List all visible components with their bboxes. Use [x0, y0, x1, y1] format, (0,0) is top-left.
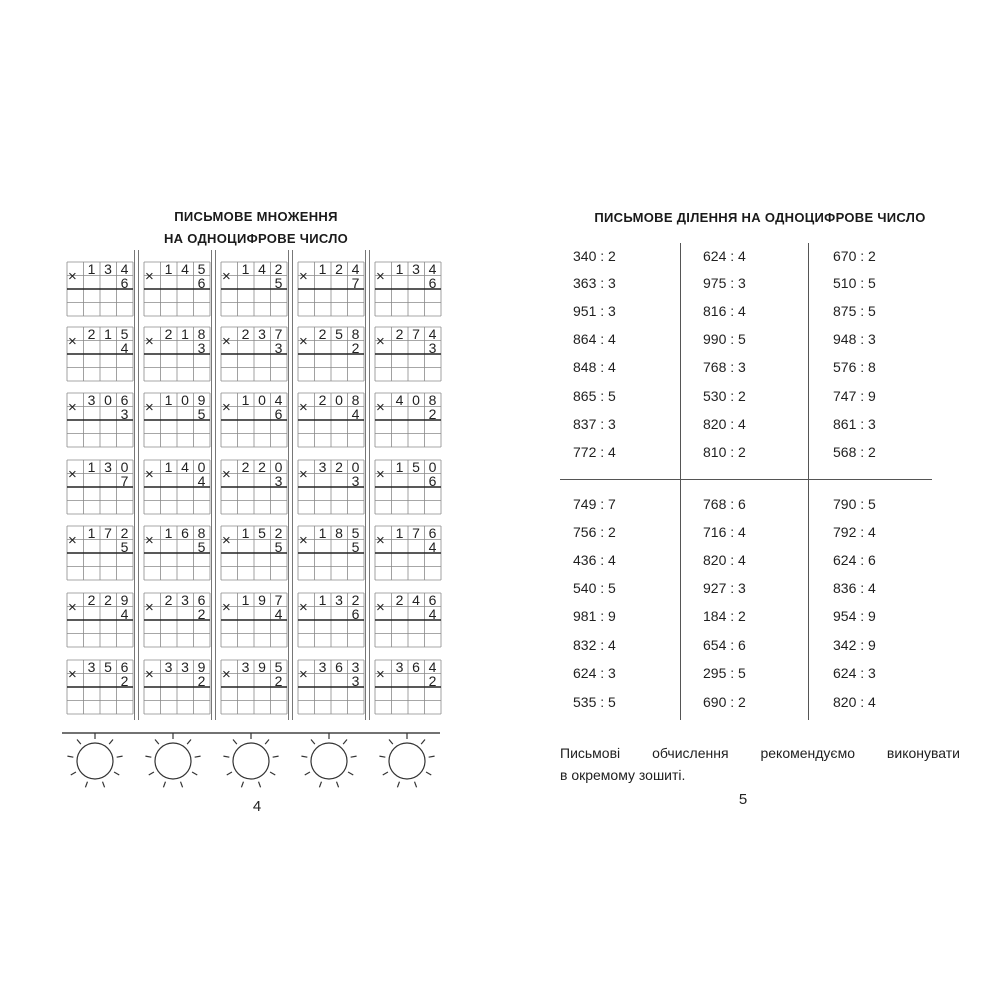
multiplication-problem: [144, 327, 216, 383]
multiplicand-digit: 6: [197, 592, 206, 608]
multiplicand-digit: 1: [164, 392, 173, 408]
division-problem: 654 : 6: [703, 637, 746, 653]
multiplier-digit: 3: [197, 339, 206, 356]
division-problem: 624 : 3: [573, 665, 616, 681]
times-symbol: ×: [299, 268, 308, 285]
multiplicand-digit: 2: [87, 326, 96, 342]
multiplier-digit: 6: [197, 274, 206, 291]
division-problem: 436 : 4: [573, 552, 616, 568]
multiplication-problem: [67, 526, 139, 582]
multiplicand-digit: 7: [274, 326, 283, 342]
division-problem: 864 : 4: [573, 331, 616, 347]
division-problem: 820 : 4: [833, 694, 876, 710]
times-symbol: ×: [299, 599, 308, 616]
multiplier-digit: 6: [428, 274, 437, 291]
multiplicand-digit: 6: [120, 392, 129, 408]
multiplicand-digit: 2: [274, 525, 283, 541]
multiplicand-digit: 1: [318, 525, 327, 541]
times-symbol: ×: [376, 268, 385, 285]
multiplicand-digit: 0: [120, 459, 129, 475]
multiplicand-digit: 3: [395, 659, 404, 675]
division-problem: 530 : 2: [703, 388, 746, 404]
division-problem: 747 : 9: [833, 388, 876, 404]
multiplication-problem: [221, 660, 293, 716]
multiplier-digit: 3: [120, 405, 129, 422]
multiplication-problem: [375, 460, 447, 516]
division-problem: 875 : 5: [833, 303, 876, 319]
multiplicand-digit: 9: [120, 592, 129, 608]
multiplier-digit: 4: [120, 339, 129, 356]
times-symbol: ×: [299, 532, 308, 549]
multiplication-problem: [67, 460, 139, 516]
multiplier-digit: 5: [274, 538, 283, 555]
sun-icon: [145, 733, 200, 787]
multiplication-problem: [221, 526, 293, 582]
times-symbol: ×: [376, 399, 385, 416]
multiplicand-digit: 6: [335, 659, 343, 675]
multiplication-problem: [144, 593, 216, 649]
multiplication-problem: [221, 393, 293, 449]
division-column-divider-2: [808, 243, 809, 720]
multiplicand-digit: 0: [335, 392, 343, 408]
times-symbol: ×: [222, 466, 231, 483]
multiplier-digit: 2: [428, 405, 437, 422]
division-problem: 790 : 5: [833, 496, 876, 512]
multiplication-problem: [221, 593, 293, 649]
division-problem: 820 : 4: [703, 416, 746, 432]
multiplicand-digit: 0: [104, 392, 112, 408]
multiplicand-digit: 2: [335, 261, 343, 277]
multiplier-digit: 4: [120, 605, 129, 622]
times-symbol: ×: [145, 532, 154, 549]
division-problem: 576 : 8: [833, 359, 876, 375]
multiplier-digit: 6: [351, 605, 360, 622]
multiplicand-digit: 1: [241, 261, 250, 277]
sun-icon: [301, 733, 356, 787]
left-page-title-line-1: ПИСЬМОВЕ МНОЖЕННЯ: [174, 209, 338, 224]
left-page-title-line-2: НА ОДНОЦИФРОВЕ ЧИСЛО: [163, 231, 349, 246]
multiplier-digit: 4: [274, 605, 283, 622]
multiplicand-digit: 2: [335, 459, 343, 475]
multiplicand-digit: 4: [120, 261, 129, 277]
right-page-title: ПИСЬМОВЕ ДІЛЕННЯ НА ОДНОЦИФРОВЕ ЧИСЛО: [594, 210, 926, 225]
division-problem: 975 : 3: [703, 275, 746, 291]
times-symbol: ×: [145, 466, 154, 483]
division-problem: 670 : 2: [833, 248, 876, 264]
multiplication-problem: [298, 660, 370, 716]
sun-row-svg: [62, 728, 442, 798]
multiplicand-digit: 2: [241, 459, 250, 475]
multiplicand-digit: 1: [318, 592, 327, 608]
times-symbol: ×: [68, 532, 77, 549]
sun-icon: [379, 733, 434, 787]
multiplicand-digit: 0: [428, 459, 437, 475]
multiplier-digit: 4: [197, 472, 206, 489]
division-problem: 816 : 4: [703, 303, 746, 319]
multiplier-digit: 2: [428, 672, 437, 689]
division-problem: 340 : 2: [573, 248, 616, 264]
times-symbol: ×: [299, 466, 308, 483]
division-problem: 540 : 5: [573, 580, 616, 596]
multiplier-digit: 3: [274, 339, 283, 356]
times-symbol: ×: [145, 268, 154, 285]
times-symbol: ×: [299, 399, 308, 416]
multiplicand-digit: 4: [274, 392, 283, 408]
division-problem: 820 : 4: [703, 552, 746, 568]
division-problem: 624 : 3: [833, 665, 876, 681]
multiplicand-digit: 5: [120, 326, 129, 342]
multiplication-problem: [144, 526, 216, 582]
multiplicand-digit: 9: [258, 592, 266, 608]
times-symbol: ×: [68, 466, 77, 483]
multiplication-problem: [375, 393, 447, 449]
division-problem: 624 : 4: [703, 248, 746, 264]
division-problem: 927 : 3: [703, 580, 746, 596]
multiplicand-digit: 5: [258, 525, 266, 541]
right-page-number: 5: [738, 791, 748, 808]
right-page: [500, 0, 1000, 1000]
division-problem: 772 : 4: [573, 444, 616, 460]
recommendation-note: [560, 742, 960, 786]
multiplicand-digit: 1: [87, 261, 96, 277]
division-problem: 948 : 3: [833, 331, 876, 347]
multiplicand-digit: 4: [412, 592, 420, 608]
multiplication-problem: [298, 460, 370, 516]
multiplication-problem: [375, 526, 447, 582]
division-problem: 768 : 6: [703, 496, 746, 512]
multiplicand-digit: 5: [335, 326, 343, 342]
multiplicand-digit: 2: [318, 326, 327, 342]
division-problem: 363 : 3: [573, 275, 616, 291]
multiplication-problem: [67, 327, 139, 383]
multiplicand-digit: 7: [412, 525, 420, 541]
division-problem: 342 : 9: [833, 637, 876, 653]
multiplicand-digit: 2: [351, 592, 360, 608]
times-symbol: ×: [68, 333, 77, 350]
division-problem: 865 : 5: [573, 388, 616, 404]
multiplication-problem: [375, 327, 447, 383]
division-problem: 756 : 2: [573, 524, 616, 540]
multiplicand-digit: 1: [395, 525, 404, 541]
times-symbol: ×: [222, 532, 231, 549]
sun-icon: [67, 733, 122, 787]
multiplicand-digit: 0: [181, 392, 189, 408]
multiplicand-digit: 2: [164, 592, 173, 608]
multiplicand-digit: 1: [87, 525, 96, 541]
multiplier-digit: 5: [197, 405, 206, 422]
multiplier-digit: 3: [274, 472, 283, 489]
multiplication-problem: [67, 660, 139, 716]
multiplicand-digit: 2: [164, 326, 173, 342]
multiplicand-digit: 3: [181, 592, 189, 608]
division-problem: 951 : 3: [573, 303, 616, 319]
division-problem: 768 : 3: [703, 359, 746, 375]
multiplier-digit: 3: [428, 339, 437, 356]
multiplicand-digit: 5: [351, 525, 360, 541]
multiplicand-digit: 4: [351, 261, 360, 277]
multiplier-digit: 2: [197, 672, 206, 689]
sun-decoration-row: [62, 728, 442, 798]
division-problem: 990 : 5: [703, 331, 746, 347]
multiplication-problem: [67, 393, 139, 449]
multiplier-digit: 5: [274, 274, 283, 291]
multiplicand-digit: 4: [428, 326, 437, 342]
multiplicand-digit: 4: [181, 261, 189, 277]
multiplicand-digit: 6: [181, 525, 189, 541]
multiplication-problem: [298, 593, 370, 649]
multiplicand-digit: 1: [241, 592, 250, 608]
multiplication-problem: [67, 262, 139, 318]
multiplier-digit: 3: [351, 672, 360, 689]
times-symbol: ×: [145, 333, 154, 350]
multiplicand-digit: 0: [351, 459, 360, 475]
multiplication-problem: [144, 460, 216, 516]
division-problem: 690 : 2: [703, 694, 746, 710]
multiplier-digit: 2: [274, 672, 283, 689]
times-symbol: ×: [376, 666, 385, 683]
multiplicand-digit: 2: [274, 261, 283, 277]
times-symbol: ×: [68, 399, 77, 416]
division-problem: 568 : 2: [833, 444, 876, 460]
multiplicand-digit: 1: [395, 459, 404, 475]
multiplicand-digit: 3: [87, 392, 96, 408]
multiplicand-digit: 3: [164, 659, 173, 675]
times-symbol: ×: [222, 399, 231, 416]
note-line-1: Письмові обчислення рекомендуємо виконувати: [560, 745, 960, 761]
multiplicand-digit: 8: [351, 392, 360, 408]
multiplier-digit: 4: [428, 605, 437, 622]
times-symbol: ×: [222, 599, 231, 616]
multiplicand-digit: 5: [274, 659, 283, 675]
multiplication-problem: [221, 327, 293, 383]
multiplier-digit: 6: [120, 274, 129, 291]
division-problem: 792 : 4: [833, 524, 876, 540]
times-symbol: ×: [376, 532, 385, 549]
multiplier-digit: 2: [120, 672, 129, 689]
multiplicand-digit: 2: [104, 592, 112, 608]
multiplicand-digit: 1: [241, 525, 250, 541]
multiplicand-digit: 5: [412, 459, 420, 475]
multiplicand-digit: 6: [428, 525, 437, 541]
multiplicand-digit: 2: [318, 392, 327, 408]
multiplicand-digit: 6: [120, 659, 129, 675]
multiplicand-digit: 4: [428, 261, 437, 277]
left-page-number: 4: [252, 798, 262, 815]
times-symbol: ×: [376, 333, 385, 350]
division-problem: 954 : 9: [833, 608, 876, 624]
times-symbol: ×: [222, 268, 231, 285]
multiplicand-digit: 8: [335, 525, 343, 541]
multiplicand-digit: 0: [258, 392, 266, 408]
division-problem: 810 : 2: [703, 444, 746, 460]
multiplicand-digit: 8: [197, 525, 206, 541]
multiplication-problem: [298, 262, 370, 318]
times-symbol: ×: [299, 666, 308, 683]
multiplicand-digit: 1: [181, 326, 189, 342]
division-problem: 832 : 4: [573, 637, 616, 653]
multiplicand-digit: 3: [318, 659, 327, 675]
multiplier-digit: 7: [351, 274, 360, 291]
division-problem: 836 : 4: [833, 580, 876, 596]
multiplicand-digit: 1: [395, 261, 404, 277]
division-problem: 981 : 9: [573, 608, 616, 624]
multiplication-problem: [375, 262, 447, 318]
multiplicand-digit: 2: [87, 592, 96, 608]
multiplicand-digit: 3: [241, 659, 250, 675]
multiplier-digit: 5: [120, 538, 129, 555]
multiplicand-digit: 7: [412, 326, 420, 342]
multiplier-digit: 4: [428, 538, 437, 555]
multiplicand-digit: 5: [104, 659, 112, 675]
division-problem: 716 : 4: [703, 524, 746, 540]
division-problem: 535 : 5: [573, 694, 616, 710]
multiplicand-digit: 3: [351, 659, 360, 675]
multiplicand-digit: 1: [318, 261, 327, 277]
multiplicand-digit: 7: [274, 592, 283, 608]
multiplication-problem: [144, 262, 216, 318]
multiplicand-digit: 3: [335, 592, 343, 608]
multiplication-problem: [375, 660, 447, 716]
division-block-divider: [560, 479, 932, 480]
times-symbol: ×: [299, 333, 308, 350]
multiplicand-digit: 2: [258, 459, 266, 475]
multiplication-problem: [221, 262, 293, 318]
multiplier-digit: 7: [120, 472, 129, 489]
division-problem: 848 : 4: [573, 359, 616, 375]
multiplication-problem: [298, 526, 370, 582]
multiplicand-digit: 7: [104, 525, 112, 541]
multiplicand-digit: 8: [197, 326, 206, 342]
multiplier-digit: 5: [197, 538, 206, 555]
times-symbol: ×: [68, 599, 77, 616]
multiplicand-digit: 3: [87, 659, 96, 675]
multiplicand-digit: 3: [412, 261, 420, 277]
multiplicand-digit: 9: [197, 659, 206, 675]
times-symbol: ×: [376, 466, 385, 483]
multiplier-digit: 2: [351, 339, 360, 356]
multiplicand-digit: 1: [164, 459, 173, 475]
multiplier-digit: 2: [197, 605, 206, 622]
multiplicand-digit: 9: [258, 659, 266, 675]
division-problem: 295 : 5: [703, 665, 746, 681]
multiplicand-digit: 8: [428, 392, 437, 408]
multiplicand-digit: 2: [395, 326, 404, 342]
times-symbol: ×: [222, 666, 231, 683]
times-symbol: ×: [68, 666, 77, 683]
division-problem: 184 : 2: [703, 608, 746, 624]
times-symbol: ×: [222, 333, 231, 350]
multiplicand-digit: 4: [258, 261, 266, 277]
multiplication-problem: [67, 593, 139, 649]
multiplicand-digit: 3: [318, 459, 327, 475]
division-column-divider-1: [680, 243, 681, 720]
times-symbol: ×: [376, 599, 385, 616]
multiplicand-digit: 2: [120, 525, 129, 541]
multiplicand-digit: 1: [164, 261, 173, 277]
times-symbol: ×: [145, 599, 154, 616]
multiplicand-digit: 4: [395, 392, 404, 408]
times-symbol: ×: [145, 666, 154, 683]
multiplicand-digit: 1: [241, 392, 250, 408]
multiplication-problem: [221, 460, 293, 516]
multiplication-problem: [298, 327, 370, 383]
multiplicand-digit: 1: [104, 326, 112, 342]
multiplicand-digit: 9: [197, 392, 206, 408]
sun-icon: [223, 733, 278, 787]
division-problem: 510 : 5: [833, 275, 876, 291]
multiplicand-digit: 1: [164, 525, 173, 541]
multiplicand-digit: 5: [197, 261, 206, 277]
multiplicand-digit: 1: [87, 459, 96, 475]
note-line-2: в окремому зошиті.: [560, 767, 686, 783]
multiplicand-digit: 0: [274, 459, 283, 475]
multiplier-digit: 4: [351, 405, 360, 422]
multiplicand-digit: 4: [181, 459, 189, 475]
multiplication-problem: [144, 393, 216, 449]
multiplier-digit: 6: [274, 405, 283, 422]
multiplicand-digit: 3: [181, 659, 189, 675]
times-symbol: ×: [68, 268, 77, 285]
multiplicand-digit: 0: [197, 459, 206, 475]
multiplicand-digit: 2: [395, 592, 404, 608]
multiplication-problem: [375, 593, 447, 649]
multiplicand-digit: 0: [412, 392, 420, 408]
multiplier-digit: 5: [351, 538, 360, 555]
multiplication-problem: [144, 660, 216, 716]
multiplier-digit: 6: [428, 472, 437, 489]
division-problem: 861 : 3: [833, 416, 876, 432]
multiplicand-digit: 6: [412, 659, 420, 675]
multiplicand-digit: 2: [241, 326, 250, 342]
multiplicand-digit: 4: [428, 659, 437, 675]
multiplication-problem: [298, 393, 370, 449]
multiplicand-digit: 3: [104, 261, 112, 277]
division-problem: 837 : 3: [573, 416, 616, 432]
times-symbol: ×: [145, 399, 154, 416]
division-problem: 749 : 7: [573, 496, 616, 512]
multiplicand-digit: 3: [104, 459, 112, 475]
division-problem: 624 : 6: [833, 552, 876, 568]
multiplicand-digit: 3: [258, 326, 266, 342]
multiplicand-digit: 6: [428, 592, 437, 608]
multiplier-digit: 3: [351, 472, 360, 489]
multiplicand-digit: 8: [351, 326, 360, 342]
